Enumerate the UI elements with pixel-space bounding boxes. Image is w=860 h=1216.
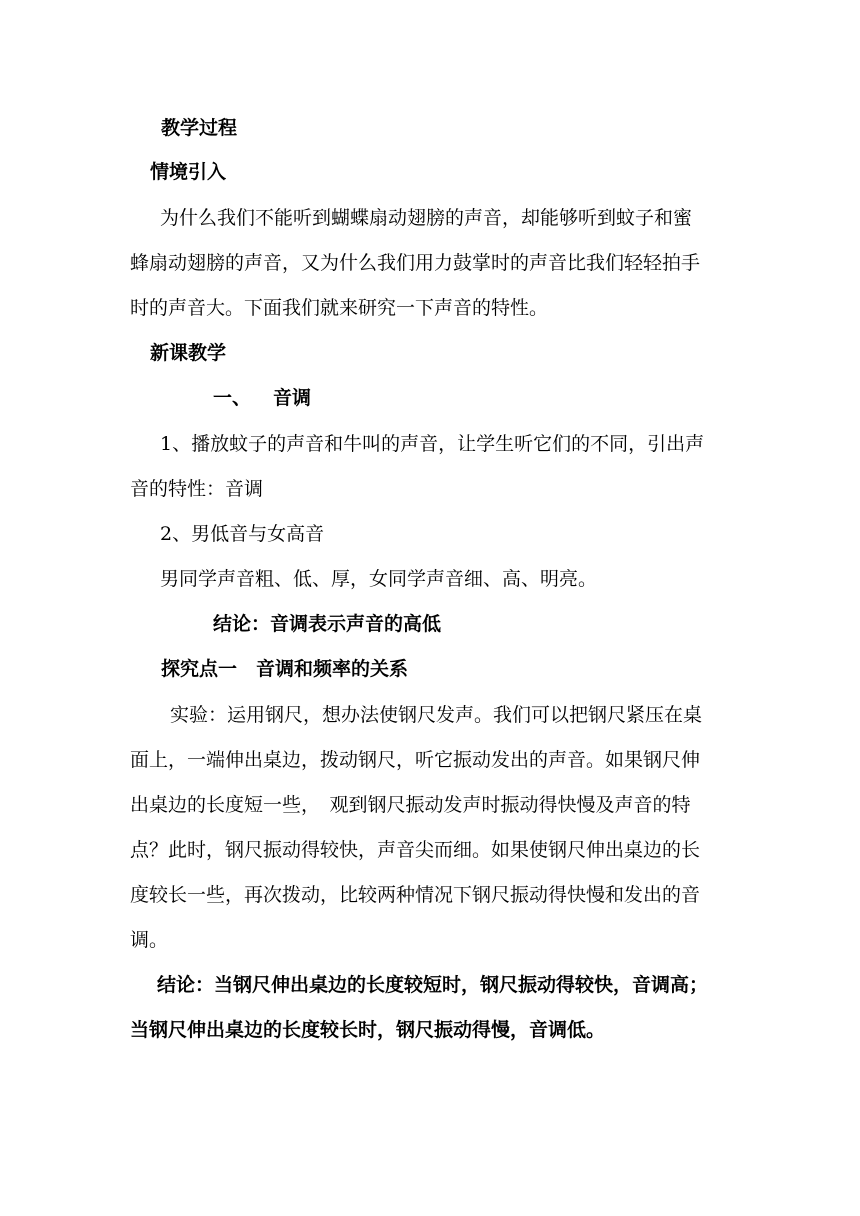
- experiment-line-2: 面上，一端伸出桌边，拨动钢尺，听它振动发出的声音。如果钢尺伸: [130, 749, 701, 771]
- conclusion-pitch: 结论：音调表示声音的高低: [213, 613, 442, 635]
- item-2-detail: 男同学声音粗、低、厚，女同学声音细、高、明亮。: [160, 568, 598, 590]
- section-one-number: 一、: [213, 387, 252, 409]
- section-one-title: 音调: [273, 387, 312, 409]
- heading-new-lesson: 新课教学: [150, 342, 227, 364]
- intro-paragraph-line-3: 时的声音大。下面我们就来研究一下声音的特性。: [130, 297, 549, 319]
- section-one-heading: [213, 385, 311, 411]
- heading-teaching-process: 教学过程: [161, 117, 238, 139]
- item-2: 2、男低音与女高音: [160, 523, 325, 545]
- experiment-line-5: 度较长一些，再次拨动，比较两种情况下钢尺振动得快慢和发出的音: [130, 884, 701, 906]
- experiment-line-4: 点？此时，钢尺振动得较快，声音尖而细。如果使钢尺伸出桌边的长: [130, 839, 701, 861]
- item-1-line-2: 音的特性：音调: [130, 478, 264, 500]
- conclusion-ruler-line-2: 当钢尺伸出桌边的长度较长时，钢尺振动得慢，音调低。: [130, 1019, 606, 1041]
- conclusion-ruler-line-1: 结论：当钢尺伸出桌边的长度较短时，钢尺振动得较快，音调高；: [157, 974, 709, 996]
- intro-paragraph-line-2: 蜂扇动翅膀的声音，又为什么我们用力鼓掌时的声音比我们轻轻拍手: [130, 252, 701, 274]
- explore-point-1: 探究点一 音调和频率的关系: [161, 658, 409, 680]
- experiment-line-3: 出桌边的长度短一些， 观到钢尺振动发声时振动得快慢及声音的特: [130, 794, 691, 816]
- heading-scenario-intro: 情境引入: [150, 161, 227, 183]
- intro-paragraph-line-1: 为什么我们不能听到蝴蝶扇动翅膀的声音，却能够听到蚊子和蜜: [160, 207, 693, 229]
- item-1-line-1: 1、播放蚊子的声音和牛叫的声音，让学生听它们的不同，引出声: [160, 433, 705, 455]
- experiment-line-6: 调。: [130, 929, 169, 951]
- experiment-line-1: 实验：运用钢尺，想办法使钢尺发声。我们可以把钢尺紧压在桌: [170, 704, 703, 726]
